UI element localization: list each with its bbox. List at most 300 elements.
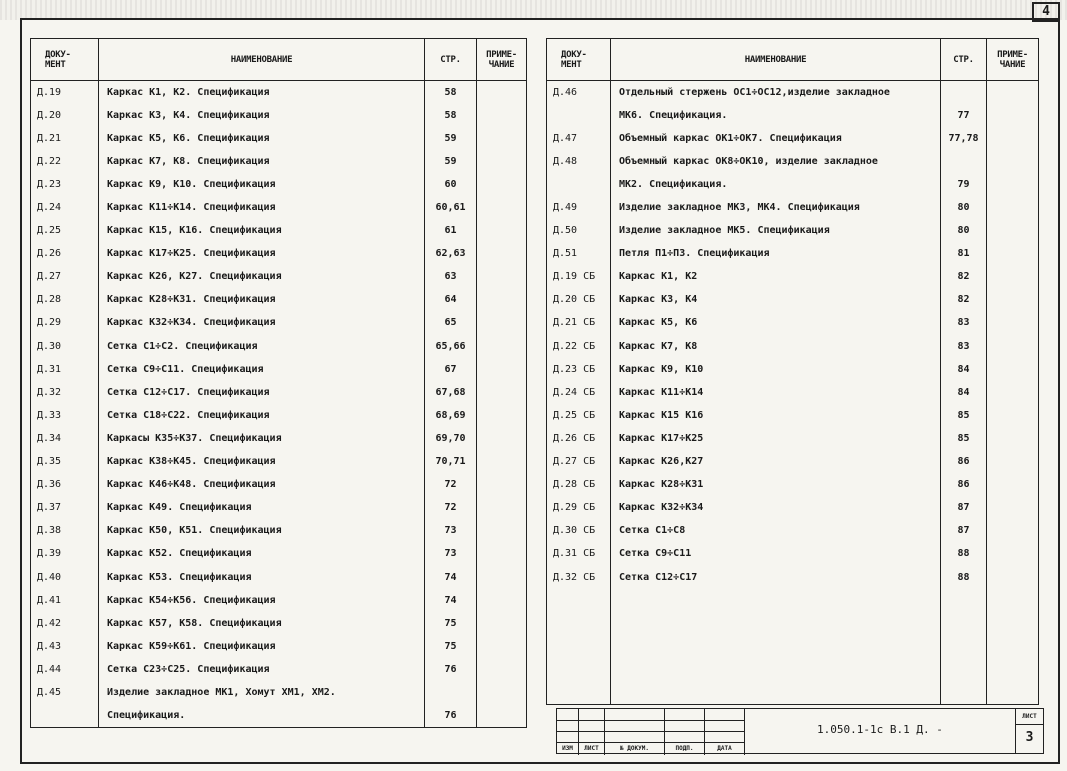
page-cell: 77,78 xyxy=(941,127,987,150)
header-name: НАИМЕНОВАНИЕ xyxy=(99,39,425,81)
page-cell: 62,63 xyxy=(425,242,477,265)
name-cell xyxy=(611,635,941,658)
note-cell xyxy=(987,681,1039,704)
table-row xyxy=(547,265,1039,288)
doc-cell: Д.28 xyxy=(31,288,99,311)
note-cell xyxy=(477,219,527,242)
page-cell: 82 xyxy=(941,288,987,311)
name-cell: Каркас К32÷К34 xyxy=(611,496,941,519)
table-row xyxy=(547,335,1039,358)
page-cell xyxy=(941,635,987,658)
page-cell xyxy=(941,589,987,612)
note-cell xyxy=(987,658,1039,681)
name-cell: Каркас К9, К10 xyxy=(611,358,941,381)
note-cell xyxy=(477,311,527,334)
doc-cell: Д.20 СБ xyxy=(547,288,611,311)
page-cell: 61 xyxy=(425,219,477,242)
note-cell xyxy=(987,473,1039,496)
page-cell: 58 xyxy=(425,104,477,127)
note-cell xyxy=(987,311,1039,334)
sheet-box xyxy=(1015,709,1043,753)
page-cell xyxy=(941,681,987,704)
table-row xyxy=(31,265,527,288)
note-cell xyxy=(477,127,527,150)
page-cell: 84 xyxy=(941,358,987,381)
name-cell: Каркас К7, К8. Спецификация xyxy=(99,150,425,173)
note-cell xyxy=(477,404,527,427)
doc-cell: Д.34 xyxy=(31,427,99,450)
label-podp: ПОДП. xyxy=(665,743,705,755)
table-row xyxy=(31,542,527,565)
name-cell: Спецификация. xyxy=(99,704,425,727)
page-cell: 73 xyxy=(425,542,477,565)
doc-cell: Д.23 xyxy=(31,173,99,196)
name-cell: Каркас К54÷К56. Спецификация xyxy=(99,589,425,612)
note-cell xyxy=(477,242,527,265)
note-cell xyxy=(477,81,527,104)
name-cell: Каркас К26, К27. Спецификация xyxy=(99,265,425,288)
note-cell xyxy=(987,335,1039,358)
note-cell xyxy=(477,589,527,612)
table-row xyxy=(31,450,527,473)
note-cell xyxy=(987,288,1039,311)
doc-cell: Д.24 СБ xyxy=(547,381,611,404)
table-row xyxy=(31,381,527,404)
header-row xyxy=(547,39,1039,81)
note-cell xyxy=(477,681,527,704)
doc-cell: Д.45 xyxy=(31,681,99,704)
sheet-number-top: 4 xyxy=(1032,2,1060,22)
page-cell: 80 xyxy=(941,196,987,219)
note-cell xyxy=(477,335,527,358)
page-cell: 64 xyxy=(425,288,477,311)
table-row xyxy=(31,335,527,358)
table-row xyxy=(547,381,1039,404)
page-cell: 85 xyxy=(941,404,987,427)
doc-cell: Д.29 СБ xyxy=(547,496,611,519)
page-cell: 67,68 xyxy=(425,381,477,404)
note-cell xyxy=(477,427,527,450)
note-cell xyxy=(477,496,527,519)
name-cell: Каркас К9, К10. Спецификация xyxy=(99,173,425,196)
doc-cell: Д.40 xyxy=(31,565,99,588)
table-row xyxy=(547,104,1039,127)
table-row xyxy=(547,496,1039,519)
left-body xyxy=(31,81,527,728)
table-row xyxy=(547,219,1039,242)
name-cell: Каркас К46÷К48. Спецификация xyxy=(99,473,425,496)
table-row xyxy=(547,358,1039,381)
doc-cell: Д.19 xyxy=(31,81,99,104)
doc-cell: Д.20 xyxy=(31,104,99,127)
name-cell: Каркас К11÷К14. Спецификация xyxy=(99,196,425,219)
table-row xyxy=(31,658,527,681)
page-cell: 87 xyxy=(941,519,987,542)
header-label: ДОКУ- МЕНТ xyxy=(45,49,71,70)
doc-cell: Д.21 СБ xyxy=(547,311,611,334)
page-cell xyxy=(425,681,477,704)
note-cell xyxy=(477,358,527,381)
table-row xyxy=(547,173,1039,196)
table-row xyxy=(547,473,1039,496)
page-cell: 80 xyxy=(941,219,987,242)
doc-cell: Д.30 СБ xyxy=(547,519,611,542)
note-cell xyxy=(477,658,527,681)
page-cell: 65 xyxy=(425,311,477,334)
table-row xyxy=(31,288,527,311)
note-cell xyxy=(987,127,1039,150)
note-cell xyxy=(477,450,527,473)
table-row xyxy=(547,519,1039,542)
name-cell: Петля П1÷П3. Спецификация xyxy=(611,242,941,265)
table-row xyxy=(31,173,527,196)
doc-cell xyxy=(547,104,611,127)
contents-table-right xyxy=(546,38,1039,705)
note-cell xyxy=(987,381,1039,404)
doc-cell: Д.26 СБ xyxy=(547,427,611,450)
doc-cell: Д.31 СБ xyxy=(547,542,611,565)
doc-cell xyxy=(547,589,611,612)
name-cell: Сетка С18÷С22. Спецификация xyxy=(99,404,425,427)
page-cell: 76 xyxy=(425,658,477,681)
name-cell: Сетка С9÷С11 xyxy=(611,542,941,565)
header-label: ДОКУ- МЕНТ xyxy=(561,49,587,70)
table-row xyxy=(547,81,1039,104)
doc-cell: Д.37 xyxy=(31,496,99,519)
note-cell xyxy=(987,565,1039,588)
page-cell: 70,71 xyxy=(425,450,477,473)
page-cell: 72 xyxy=(425,496,477,519)
table-row xyxy=(547,681,1039,704)
page-cell: 67 xyxy=(425,358,477,381)
doc-cell: Д.29 xyxy=(31,311,99,334)
page-cell: 58 xyxy=(425,81,477,104)
note-cell xyxy=(987,450,1039,473)
doc-cell: Д.30 xyxy=(31,335,99,358)
table-row xyxy=(31,612,527,635)
table-row xyxy=(31,473,527,496)
page-cell: 75 xyxy=(425,612,477,635)
table-row xyxy=(31,104,527,127)
name-cell: Каркас К1, К2 xyxy=(611,265,941,288)
table-row xyxy=(547,565,1039,588)
table-row xyxy=(31,565,527,588)
note-cell xyxy=(987,265,1039,288)
doc-cell xyxy=(547,173,611,196)
name-cell: Каркас К7, К8 xyxy=(611,335,941,358)
doc-cell: Д.31 xyxy=(31,358,99,381)
note-cell xyxy=(477,288,527,311)
table-row xyxy=(31,358,527,381)
doc-cell: Д.27 СБ xyxy=(547,450,611,473)
doc-cell: Д.36 xyxy=(31,473,99,496)
table-row xyxy=(547,427,1039,450)
note-cell xyxy=(477,519,527,542)
document-code: 1.050.1-1с В.1 Д. - xyxy=(817,723,943,736)
page-cell xyxy=(941,658,987,681)
doc-cell: Д.22 xyxy=(31,150,99,173)
doc-cell: Д.39 xyxy=(31,542,99,565)
doc-cell: Д.25 xyxy=(31,219,99,242)
doc-cell xyxy=(547,681,611,704)
note-cell xyxy=(987,150,1039,173)
note-cell xyxy=(477,265,527,288)
page-cell: 79 xyxy=(941,173,987,196)
name-cell: Изделие закладное МК3, МК4. Спецификация xyxy=(611,196,941,219)
header-page: СТР. xyxy=(425,39,477,81)
page-cell: 59 xyxy=(425,150,477,173)
table-row xyxy=(547,196,1039,219)
note-cell xyxy=(987,589,1039,612)
table-row xyxy=(547,589,1039,612)
table-row xyxy=(31,404,527,427)
note-cell xyxy=(477,635,527,658)
doc-cell: Д.47 xyxy=(547,127,611,150)
doc-cell: Д.21 xyxy=(31,127,99,150)
doc-cell: Д.22 СБ xyxy=(547,335,611,358)
note-cell xyxy=(477,542,527,565)
note-cell xyxy=(987,173,1039,196)
table-row xyxy=(547,150,1039,173)
note-cell xyxy=(477,612,527,635)
note-cell xyxy=(477,565,527,588)
table-row xyxy=(547,127,1039,150)
name-cell: Каркас К17÷К25 xyxy=(611,427,941,450)
name-cell: Каркас К15 К16 xyxy=(611,404,941,427)
label-docum: № ДОКУМ. xyxy=(605,743,665,755)
doc-cell xyxy=(547,635,611,658)
page-cell: 86 xyxy=(941,473,987,496)
page-cell: 63 xyxy=(425,265,477,288)
name-cell: Изделие закладное МК1, Хомут ХМ1, ХМ2. xyxy=(99,681,425,704)
name-cell: Каркас К53. Спецификация xyxy=(99,565,425,588)
table-row xyxy=(547,311,1039,334)
note-cell xyxy=(987,635,1039,658)
name-cell: МК2. Спецификация. xyxy=(611,173,941,196)
page-cell: 86 xyxy=(941,450,987,473)
label-list: ЛИСТ xyxy=(579,743,605,755)
header-note xyxy=(987,39,1039,81)
page-cell: 76 xyxy=(425,704,477,727)
doc-cell xyxy=(547,612,611,635)
doc-cell: Д.46 xyxy=(547,81,611,104)
name-cell: Каркас К28÷К31 xyxy=(611,473,941,496)
header-label: ПРИМЕ- ЧАНИЕ xyxy=(486,49,517,70)
note-cell xyxy=(987,542,1039,565)
page-cell: 82 xyxy=(941,265,987,288)
page-cell: 65,66 xyxy=(425,335,477,358)
name-cell: Сетка С1÷С2. Спецификация xyxy=(99,335,425,358)
page-cell: 59 xyxy=(425,127,477,150)
page-cell: 88 xyxy=(941,565,987,588)
name-cell: Сетка С9÷С11. Спецификация xyxy=(99,358,425,381)
name-cell: Объемный каркас ОК8÷ОК10, изделие закладное xyxy=(611,150,941,173)
note-cell xyxy=(987,219,1039,242)
contents-table-left xyxy=(30,38,527,728)
table-row xyxy=(31,589,527,612)
label-izm: ИЗМ xyxy=(557,743,579,755)
table-row xyxy=(31,81,527,104)
note-cell xyxy=(477,381,527,404)
doc-cell: Д.51 xyxy=(547,242,611,265)
name-cell: Каркас К52. Спецификация xyxy=(99,542,425,565)
doc-cell: Д.43 xyxy=(31,635,99,658)
doc-cell: Д.44 xyxy=(31,658,99,681)
name-cell: Сетка С12÷С17. Спецификация xyxy=(99,381,425,404)
name-cell: Каркас К17÷К25. Спецификация xyxy=(99,242,425,265)
page-cell: 60,61 xyxy=(425,196,477,219)
page-cell: 68,69 xyxy=(425,404,477,427)
table-row xyxy=(31,311,527,334)
doc-cell: Д.33 xyxy=(31,404,99,427)
scan-noise xyxy=(0,0,1067,20)
table-row xyxy=(31,219,527,242)
name-cell: Каркас К57, К58. Спецификация xyxy=(99,612,425,635)
doc-cell: Д.28 СБ xyxy=(547,473,611,496)
doc-cell: Д.26 xyxy=(31,242,99,265)
name-cell: Каркас К26,К27 xyxy=(611,450,941,473)
table-row xyxy=(547,288,1039,311)
sheet-number: 3 xyxy=(1025,730,1034,745)
table-row xyxy=(547,404,1039,427)
note-cell xyxy=(987,519,1039,542)
doc-cell: Д.25 СБ xyxy=(547,404,611,427)
table-row xyxy=(547,635,1039,658)
table-row xyxy=(31,704,527,727)
page-cell xyxy=(941,612,987,635)
name-cell xyxy=(611,681,941,704)
page-cell: 83 xyxy=(941,335,987,358)
name-cell xyxy=(611,589,941,612)
name-cell: Каркас К3, К4 xyxy=(611,288,941,311)
page-cell: 69,70 xyxy=(425,427,477,450)
label-data: ДАТА xyxy=(705,743,745,755)
page-cell: 74 xyxy=(425,565,477,588)
name-cell: Объемный каркас ОК1÷ОК7. Спецификация xyxy=(611,127,941,150)
table-row xyxy=(31,681,527,704)
header-name: НАИМЕНОВАНИЕ xyxy=(611,39,941,81)
name-cell: Каркас К15, К16. Спецификация xyxy=(99,219,425,242)
name-cell: Каркас К50, К51. Спецификация xyxy=(99,519,425,542)
doc-cell: Д.48 xyxy=(547,150,611,173)
name-cell: Каркас К3, К4. Спецификация xyxy=(99,104,425,127)
page-cell: 84 xyxy=(941,381,987,404)
page-cell xyxy=(941,150,987,173)
page-cell: 77 xyxy=(941,104,987,127)
table-row xyxy=(31,196,527,219)
doc-cell: Д.49 xyxy=(547,196,611,219)
doc-cell: Д.24 xyxy=(31,196,99,219)
table-row xyxy=(547,450,1039,473)
page-cell: 60 xyxy=(425,173,477,196)
name-cell: Изделие закладное МК5. Спецификация xyxy=(611,219,941,242)
doc-cell: Д.41 xyxy=(31,589,99,612)
revision-labels xyxy=(557,743,745,755)
table-row xyxy=(547,658,1039,681)
note-cell xyxy=(477,473,527,496)
doc-cell: Д.35 xyxy=(31,450,99,473)
page-cell: 88 xyxy=(941,542,987,565)
header-doc xyxy=(31,39,99,81)
name-cell: Отдельный стержень ОС1÷ОС12,изделие закладное xyxy=(611,81,941,104)
name-cell: Каркас К11÷К14 xyxy=(611,381,941,404)
header-note xyxy=(477,39,527,81)
doc-cell: Д.23 СБ xyxy=(547,358,611,381)
header-label: ПРИМЕ- ЧАНИЕ xyxy=(997,49,1028,70)
header-doc xyxy=(547,39,611,81)
name-cell: Сетка С23÷С25. Спецификация xyxy=(99,658,425,681)
page-cell: 73 xyxy=(425,519,477,542)
title-block xyxy=(556,708,1044,754)
doc-cell xyxy=(547,658,611,681)
doc-cell: Д.42 xyxy=(31,612,99,635)
table-row xyxy=(31,496,527,519)
note-cell xyxy=(987,496,1039,519)
name-cell: МК6. Спецификация. xyxy=(611,104,941,127)
name-cell: Каркас К28÷К31. Спецификация xyxy=(99,288,425,311)
note-cell xyxy=(477,173,527,196)
note-cell xyxy=(987,104,1039,127)
page-cell: 72 xyxy=(425,473,477,496)
page-cell: 74 xyxy=(425,589,477,612)
header-page: СТР. xyxy=(941,39,987,81)
name-cell: Каркас К49. Спецификация xyxy=(99,496,425,519)
table-row xyxy=(31,519,527,542)
page-cell: 75 xyxy=(425,635,477,658)
name-cell: Сетка С1÷С8 xyxy=(611,519,941,542)
note-cell xyxy=(477,196,527,219)
name-cell xyxy=(611,658,941,681)
name-cell: Сетка С12÷С17 xyxy=(611,565,941,588)
note-cell xyxy=(987,427,1039,450)
page-cell: 85 xyxy=(941,427,987,450)
table-row xyxy=(31,242,527,265)
table-row xyxy=(547,612,1039,635)
table-row xyxy=(31,635,527,658)
table-row xyxy=(547,542,1039,565)
page-cell xyxy=(941,81,987,104)
note-cell xyxy=(987,612,1039,635)
note-cell xyxy=(987,358,1039,381)
right-body xyxy=(547,81,1039,705)
name-cell: Каркас К5, К6. Спецификация xyxy=(99,127,425,150)
name-cell: Каркас К59÷К61. Спецификация xyxy=(99,635,425,658)
table-row xyxy=(31,127,527,150)
note-cell xyxy=(987,81,1039,104)
note-cell xyxy=(987,196,1039,219)
note-cell xyxy=(987,404,1039,427)
name-cell: Каркас К32÷К34. Спецификация xyxy=(99,311,425,334)
sheet-label: ЛИСТ xyxy=(1016,709,1043,725)
doc-cell: Д.27 xyxy=(31,265,99,288)
table-row xyxy=(31,427,527,450)
name-cell: Каркас К38÷К45. Спецификация xyxy=(99,450,425,473)
table-row xyxy=(31,150,527,173)
note-cell xyxy=(477,704,527,727)
header-row xyxy=(31,39,527,81)
note-cell xyxy=(477,150,527,173)
name-cell xyxy=(611,612,941,635)
doc-cell: Д.19 СБ xyxy=(547,265,611,288)
doc-cell xyxy=(31,704,99,727)
table-row xyxy=(547,242,1039,265)
note-cell xyxy=(477,104,527,127)
page-cell: 83 xyxy=(941,311,987,334)
doc-cell: Д.32 СБ xyxy=(547,565,611,588)
doc-cell: Д.32 xyxy=(31,381,99,404)
page-cell: 87 xyxy=(941,496,987,519)
doc-cell: Д.38 xyxy=(31,519,99,542)
